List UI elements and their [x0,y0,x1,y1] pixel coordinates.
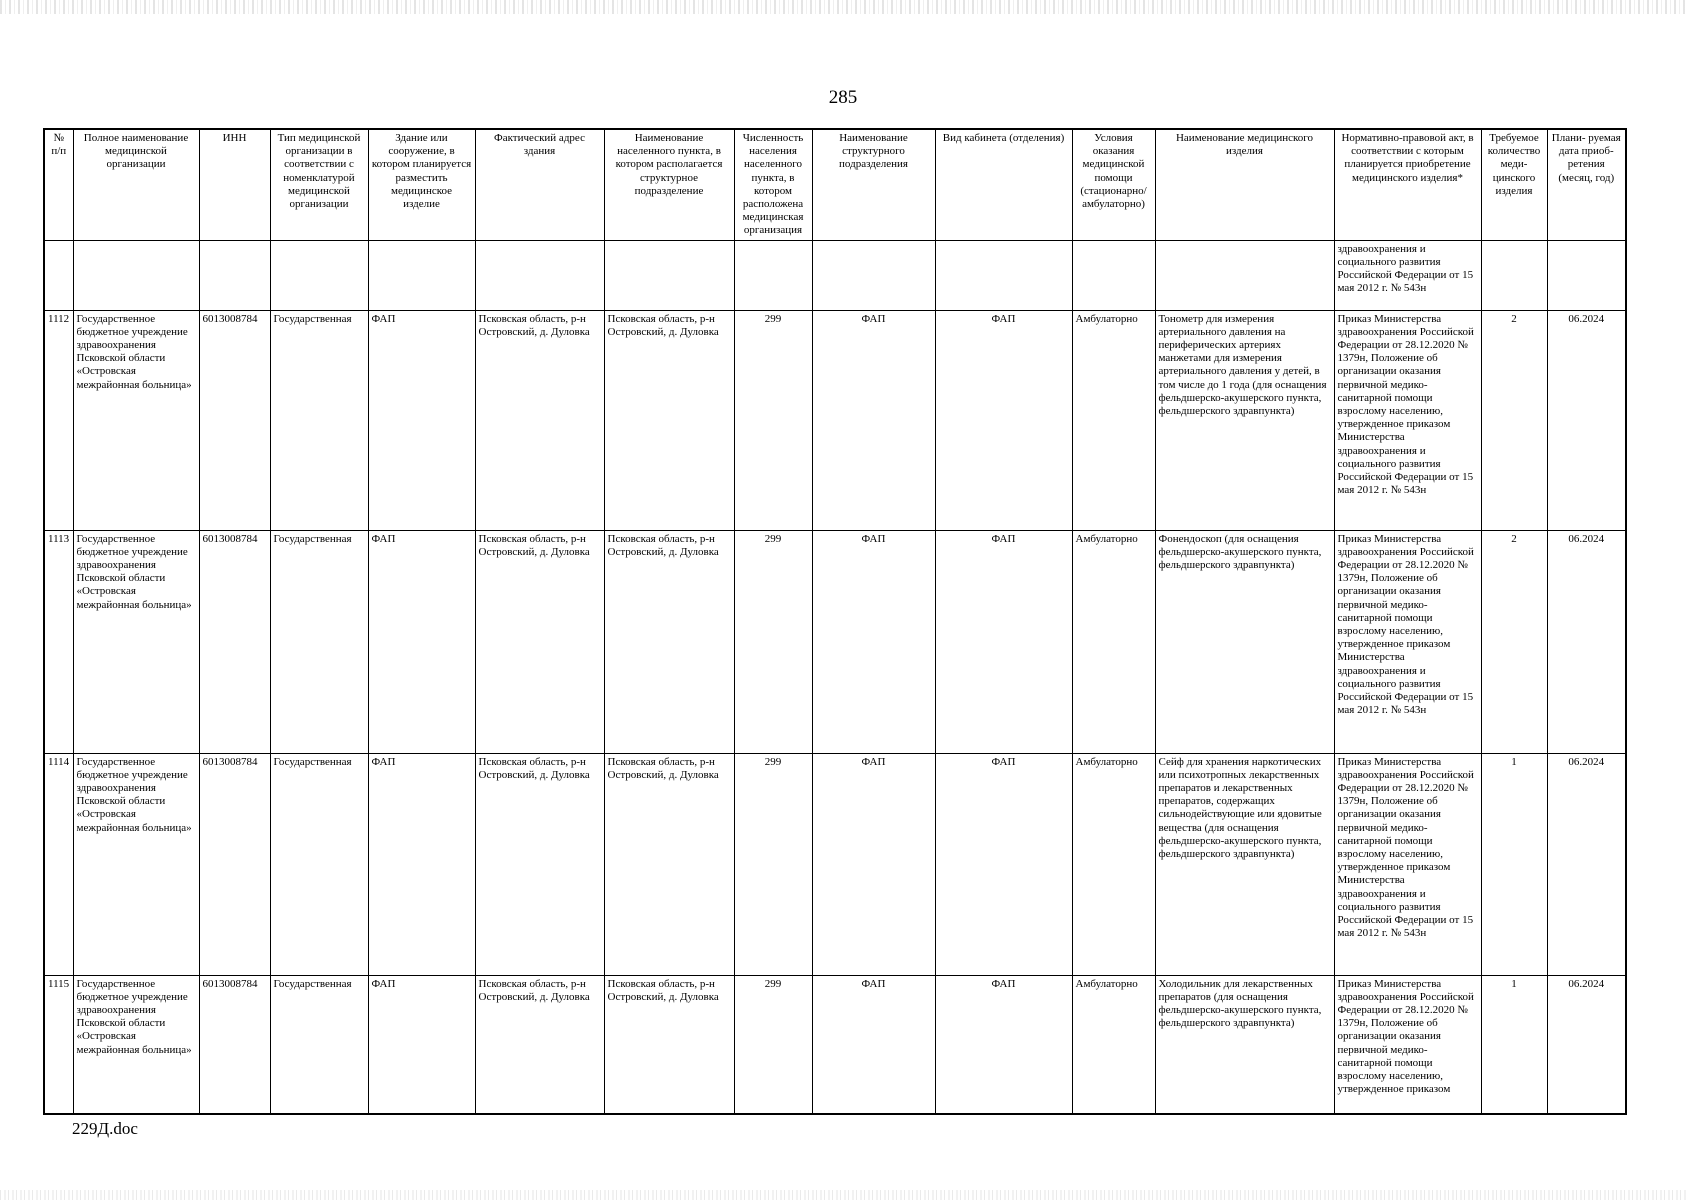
row-settlement: Псковская область, р-н Островский, д. Дуловка [604,530,734,753]
row-building: ФАП [368,753,475,975]
header-row [44,129,1626,240]
row-qty: 1 [1481,753,1547,975]
row-inn: 6013008784 [199,530,270,753]
col-header-population: Численность населения населенного пункта, в котором расположена медицинская организация [734,129,812,240]
scan-edge-top [0,0,1686,14]
row-conditions: Амбулаторно [1072,530,1155,753]
row-settlement: Псковская область, р-н Островский, д. Дуловка [604,753,734,975]
row-device: Сейф для хранения наркотических или психотропных лекарственных препаратов и лекарственных препаратов, содержащих сильнодействующие или ядовитые вещества (для оснащения фельдшерско-акушерского пункта, фельдшерского здравпункта) [1155,753,1334,975]
row-unit: ФАП [812,975,935,1114]
row-act: Приказ Министерства здравоохранения Российской Федерации от 28.12.2020 № 1379н, Положение об организации оказания первичной медико-санитарной помощи взрослому населению, утвержденное приказом [1334,975,1481,1114]
row-inn: 6013008784 [199,753,270,975]
row-settlement: Псковская область, р-н Островский, д. Дуловка [604,310,734,530]
col-header-org: Полное наименование медицинской организации [73,129,199,240]
row-type: Государственная [270,975,368,1114]
table-row [44,975,1626,1114]
col-header-qty: Требуемое количество меди- цинского изделия [1481,129,1547,240]
row-date: 06.2024 [1547,975,1626,1114]
row-building: ФАП [368,975,475,1114]
page-number: 285 [828,87,858,108]
row-num: 1115 [44,975,73,1114]
row-address: Псковская область, р-н Островский, д. Дуловка [475,975,604,1114]
col-header-num: № п/п [44,129,73,240]
row-num: 1113 [44,530,73,753]
table-row [44,753,1626,975]
row-org: Государственное бюджетное учреждение здравоохранения Псковской области «Островская межрайонная больница» [73,753,199,975]
medical-equipment-table [43,128,1627,1115]
row-cabinet: ФАП [935,530,1072,753]
table-row [44,310,1626,530]
table-row [44,530,1626,753]
row-address: Псковская область, р-н Островский, д. Дуловка [475,753,604,975]
row-act: Приказ Министерства здравоохранения Российской Федерации от 28.12.2020 № 1379н, Положение об организации оказания первичной медико-санитарной помощи взрослому населению, утвержденное приказом Министерства здравоохранения и социального развития Российской Федерации от 15 мая 2012 г. № 543н [1334,753,1481,975]
row-unit: ФАП [812,530,935,753]
col-header-building: Здание или сооружение, в котором планируется разместить медицинское изделие [368,129,475,240]
row-address: Псковская область, р-н Островский, д. Дуловка [475,530,604,753]
row-inn: 6013008784 [199,310,270,530]
row-date: 06.2024 [1547,753,1626,975]
row-settlement: Псковская область, р-н Островский, д. Дуловка [604,975,734,1114]
continuation-row [44,240,1626,310]
row-building: ФАП [368,310,475,530]
row-act: Приказ Министерства здравоохранения Российской Федерации от 28.12.2020 № 1379н, Положение об организации оказания первичной медико-санитарной помощи взрослому населению, утвержденное приказом Министерства здравоохранения и социального развития Российской Федерации от 15 мая 2012 г. № 543н [1334,310,1481,530]
row-type: Государственная [270,310,368,530]
scan-edge-bottom [0,1190,1686,1200]
col-header-date: Плани- руемая дата приоб- ретения (месяц, год) [1547,129,1626,240]
row-qty: 2 [1481,530,1547,753]
col-header-inn: ИНН [199,129,270,240]
row-population: 299 [734,310,812,530]
col-header-type: Тип медицинской организации в соответствии с номенклатурой медицинской организации [270,129,368,240]
row-population: 299 [734,975,812,1114]
row-qty: 2 [1481,310,1547,530]
col-header-device: Наименование медицинского изделия [1155,129,1334,240]
col-header-address: Фактический адрес здания [475,129,604,240]
col-header-unit: Наименование структурного подразделения [812,129,935,240]
row-building: ФАП [368,530,475,753]
row-unit: ФАП [812,310,935,530]
row-unit: ФАП [812,753,935,975]
row-device: Холодильник для лекарственных препаратов (для оснащения фельдшерско-акушерского пункта, фельдшерского здравпункта) [1155,975,1334,1114]
row-device: Тонометр для измерения артериального давления на периферических артериях манжетами для измерения артериального давления у детей, в том числе до 1 года (для оснащения фельдшерско-акушерского пункта, фельдшерского здравпункта) [1155,310,1334,530]
col-header-settlement: Наименование населенного пункта, в котором располагается структурное подразделение [604,129,734,240]
row-org: Государственное бюджетное учреждение здравоохранения Псковской области «Островская межрайонная больница» [73,310,199,530]
row-conditions: Амбулаторно [1072,975,1155,1114]
row-num: 1114 [44,753,73,975]
continuation-act: здравоохранения и социального развития Российской Федерации от 15 мая 2012 г. № 543н [1334,240,1481,310]
row-org: Государственное бюджетное учреждение здравоохранения Псковской области «Островская межрайонная больница» [73,530,199,753]
row-type: Государственная [270,530,368,753]
row-address: Псковская область, р-н Островский, д. Дуловка [475,310,604,530]
row-cabinet: ФАП [935,975,1072,1114]
row-conditions: Амбулаторно [1072,310,1155,530]
col-header-cabinet: Вид кабинета (отделения) [935,129,1072,240]
row-device: Фонендоскоп (для оснащения фельдшерско-акушерского пункта, фельдшерского здравпункта) [1155,530,1334,753]
row-inn: 6013008784 [199,975,270,1114]
row-conditions: Амбулаторно [1072,753,1155,975]
row-cabinet: ФАП [935,753,1072,975]
col-header-conditions: Условия оказания медицинской помощи (стационарно/ амбулаторно) [1072,129,1155,240]
row-org: Государственное бюджетное учреждение здравоохранения Псковской области «Островская межрайонная больница» [73,975,199,1114]
footer-filename: 229Д.doc [72,1119,138,1138]
row-date: 06.2024 [1547,310,1626,530]
row-num: 1112 [44,310,73,530]
row-population: 299 [734,753,812,975]
col-header-act: Нормативно-правовой акт, в соответствии с которым планируется приобретение медицинского изделия* [1334,129,1481,240]
row-qty: 1 [1481,975,1547,1114]
row-type: Государственная [270,753,368,975]
row-date: 06.2024 [1547,530,1626,753]
row-population: 299 [734,530,812,753]
row-cabinet: ФАП [935,310,1072,530]
row-act: Приказ Министерства здравоохранения Российской Федерации от 28.12.2020 № 1379н, Положение об организации оказания первичной медико-санитарной помощи взрослому населению, утвержденное приказом Министерства здравоохранения и социального развития Российской Федерации от 15 мая 2012 г. № 543н [1334,530,1481,753]
